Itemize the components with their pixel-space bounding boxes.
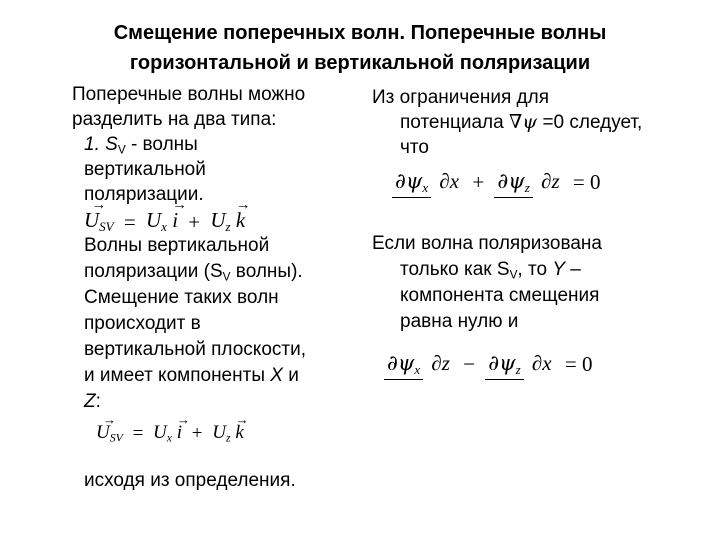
formula-usv-2: → $U_{SV} = U_x \to i + U_z \to k$: [96, 422, 244, 446]
slide-title: [40, 18, 680, 78]
left-p2-line-6: и имеет компоненты X и: [84, 365, 299, 386]
right-p2-line-4: равна нулю и: [400, 311, 519, 332]
left-final-line: исходя из определения.: [84, 470, 296, 491]
eq2-frac-1: $\partial\psi_x$ ∂z: [384, 350, 453, 380]
right-p2-line-1: Если волна поляризована: [372, 233, 602, 254]
vec-u-sv-2: → $U_{SV}$: [96, 422, 123, 446]
vec-i: → i: [172, 208, 178, 233]
left-p2-line-3: Смещение таких волн: [84, 287, 279, 308]
right-p2-line-3: компонента смещения: [400, 285, 600, 306]
right-p2-line-2: только как $S_V$, то Y –: [400, 259, 581, 282]
right-line-2: потенциала ∇ψ =0 следует,: [400, 111, 643, 133]
vec-k-2: → k: [235, 422, 243, 444]
left-line-4: вертикальной: [84, 159, 206, 180]
left-p2-line-1: Волны вертикальной: [84, 235, 270, 256]
left-p2-line-7: Z:: [84, 391, 101, 412]
title-line-1: Смещение поперечных волн. Поперечные волны: [113, 22, 607, 44]
equation-curl: $\partial\psi_x$ $\partial z - \partial\psi_z$ ∂x = 0: [384, 350, 597, 380]
sv-type-sub: V: [117, 143, 126, 157]
equation-divergence: $\partial\psi_x$ $\partial x + \partial\psi_z$ ∂z = 0: [392, 168, 605, 198]
left-line-2: разделить на два типа:: [72, 109, 277, 130]
formula-usv-1: → $U_{SV} = U_x \to i + U_z \to k$: [84, 208, 245, 235]
title-line-2: горизонтальной и вертикальной поляризации: [129, 52, 591, 74]
sv-type-suffix: - волны: [125, 134, 198, 155]
left-line-5: поляризации.: [84, 184, 204, 205]
left-p2-line-5: вертикальной плоскости,: [84, 339, 306, 360]
left-line-1: Поперечные волны можно: [72, 84, 306, 105]
eq1-frac-1: $\partial\psi_x$ ∂x: [392, 168, 462, 198]
left-p2-line-4: происходит в: [84, 313, 201, 334]
right-line-3: что: [400, 137, 429, 158]
vec-u-sv: → $U_{SV}$: [84, 208, 114, 235]
vec-k: → k: [236, 208, 245, 233]
left-p2-line-2: поляризации ($S_V$ волны).: [84, 261, 303, 284]
sv-type-prefix: 1. S: [84, 134, 118, 155]
eq2-frac-2: $\partial\psi_z$ ∂x: [485, 350, 554, 380]
vec-i-2: → i: [177, 422, 182, 444]
psi-symbol: ψ: [522, 111, 538, 133]
eq1-frac-2: $\partial\psi_z$ ∂z: [494, 168, 562, 198]
nabla-symbol: ∇: [508, 112, 523, 133]
right-line-1: Из ограничения для: [372, 87, 549, 108]
